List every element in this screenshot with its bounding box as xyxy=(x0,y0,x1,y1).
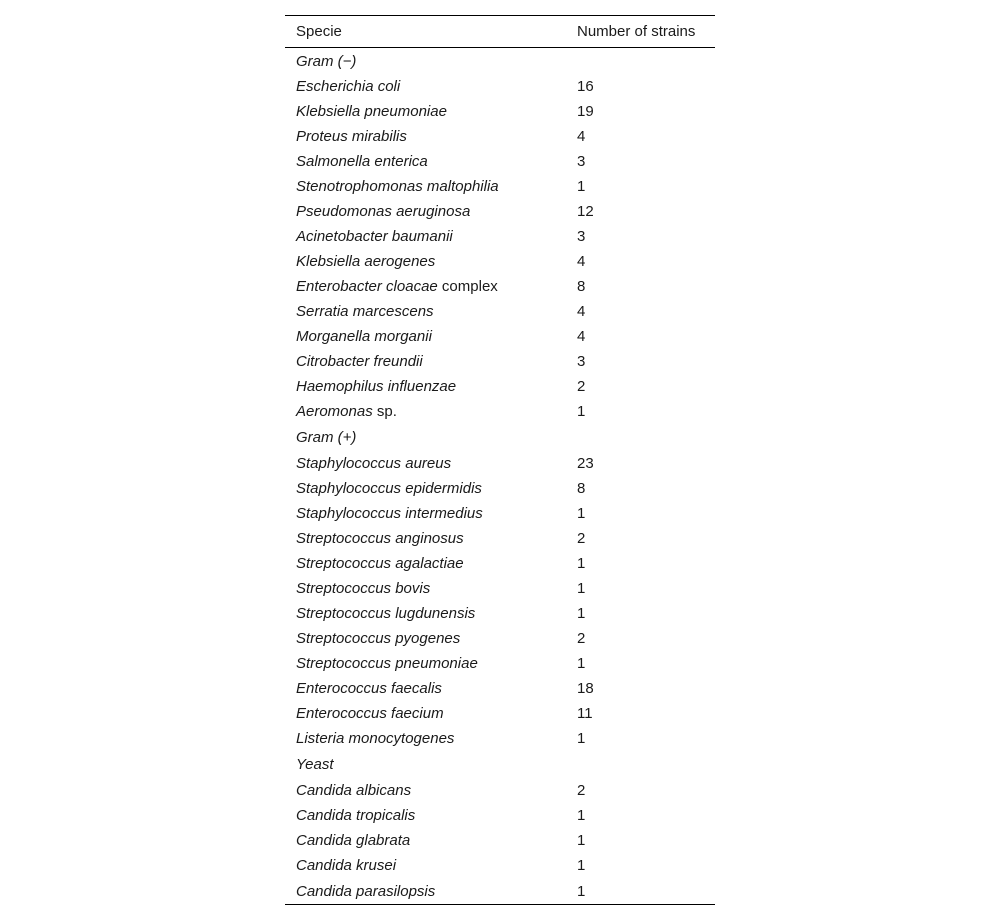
strain-count: 12 xyxy=(577,199,715,224)
table-row xyxy=(285,74,715,99)
table-row xyxy=(285,501,715,526)
table-header-row xyxy=(285,16,715,48)
species-name: Streptococcus anginosus xyxy=(296,530,464,547)
table-row xyxy=(285,778,715,803)
strains-table xyxy=(285,15,715,909)
species-cell xyxy=(285,74,577,99)
strain-count: 1 xyxy=(577,878,715,905)
species-cell xyxy=(285,349,577,374)
strain-count: 4 xyxy=(577,124,715,149)
species-cell xyxy=(285,701,577,726)
species-name: Escherichia coli xyxy=(296,78,400,95)
table-row xyxy=(285,374,715,399)
species-cell xyxy=(285,199,577,224)
species-name: Staphylococcus intermedius xyxy=(296,505,483,522)
species-name: Serratia marcescens xyxy=(296,303,434,320)
strain-count: 1 xyxy=(577,828,715,853)
species-cell xyxy=(285,626,577,651)
species-name: Enterobacter cloacae xyxy=(296,278,438,295)
group-label: Gram (+) xyxy=(285,424,577,451)
strain-count: 2 xyxy=(577,778,715,803)
table-row xyxy=(285,349,715,374)
strain-count: 23 xyxy=(577,451,715,476)
species-name: Streptococcus pyogenes xyxy=(296,630,460,647)
strain-count: 1 xyxy=(577,576,715,601)
table-row xyxy=(285,676,715,701)
header-specie: Specie xyxy=(285,16,577,48)
table-row xyxy=(285,451,715,476)
strain-count: 1 xyxy=(577,174,715,199)
strain-count: 19 xyxy=(577,99,715,124)
species-cell xyxy=(285,149,577,174)
strain-count: 1 xyxy=(577,551,715,576)
species-name: Acinetobacter baumanii xyxy=(296,228,453,245)
species-cell xyxy=(285,501,577,526)
species-name: Staphylococcus aureus xyxy=(296,455,451,472)
species-name: Staphylococcus epidermidis xyxy=(296,480,482,497)
strain-count: 18 xyxy=(577,676,715,701)
strain-count: 1 xyxy=(577,853,715,878)
strain-count: 1 xyxy=(577,399,715,424)
species-cell xyxy=(285,399,577,424)
species-name: Klebsiella aerogenes xyxy=(296,253,435,270)
species-cell xyxy=(285,576,577,601)
species-name: Enterococcus faecalis xyxy=(296,680,442,697)
group-row xyxy=(285,48,715,75)
species-name: Pseudomonas aeruginosa xyxy=(296,203,470,220)
strain-count: 8 xyxy=(577,274,715,299)
group-empty-cell xyxy=(577,424,715,451)
species-name: Candida krusei xyxy=(296,857,396,874)
species-name: Streptococcus agalactiae xyxy=(296,555,464,572)
species-name: Haemophilus influenzae xyxy=(296,378,456,395)
table-row xyxy=(285,878,715,905)
table-bottom-rule xyxy=(285,905,715,909)
strain-count: 1 xyxy=(577,601,715,626)
table-row xyxy=(285,701,715,726)
group-empty-cell xyxy=(577,751,715,778)
strain-count: 2 xyxy=(577,526,715,551)
table-body xyxy=(285,48,715,905)
species-name: Enterococcus faecium xyxy=(296,705,444,722)
species-name: Proteus mirabilis xyxy=(296,128,407,145)
strain-count: 1 xyxy=(577,726,715,751)
table-row xyxy=(285,174,715,199)
header-number-of-strains: Number of strains xyxy=(577,16,715,48)
species-cell xyxy=(285,828,577,853)
species-name: Morganella morganii xyxy=(296,328,432,345)
table-row xyxy=(285,299,715,324)
species-name: Candida parasilopsis xyxy=(296,883,435,900)
species-name: Listeria monocytogenes xyxy=(296,730,454,747)
table-row xyxy=(285,476,715,501)
table-row xyxy=(285,828,715,853)
strains-table-container xyxy=(285,15,715,909)
species-name: Streptococcus pneumoniae xyxy=(296,655,478,672)
species-cell xyxy=(285,274,577,299)
species-name: Citrobacter freundii xyxy=(296,353,423,370)
species-cell xyxy=(285,224,577,249)
table-row xyxy=(285,224,715,249)
species-name: Candida glabrata xyxy=(296,832,410,849)
species-cell xyxy=(285,853,577,878)
species-cell xyxy=(285,124,577,149)
table-row xyxy=(285,199,715,224)
species-cell xyxy=(285,551,577,576)
table-row xyxy=(285,576,715,601)
table-row xyxy=(285,526,715,551)
species-name: Klebsiella pneumoniae xyxy=(296,103,447,120)
species-cell xyxy=(285,451,577,476)
table-row xyxy=(285,601,715,626)
strain-count: 8 xyxy=(577,476,715,501)
strain-count: 11 xyxy=(577,701,715,726)
species-suffix: complex xyxy=(438,278,498,295)
strain-count: 3 xyxy=(577,224,715,249)
group-label: Yeast xyxy=(285,751,577,778)
table-row xyxy=(285,274,715,299)
table-row xyxy=(285,803,715,828)
species-name: Candida tropicalis xyxy=(296,807,415,824)
table-row xyxy=(285,149,715,174)
group-label: Gram (−) xyxy=(285,48,577,75)
species-cell xyxy=(285,476,577,501)
strain-count: 4 xyxy=(577,324,715,349)
strain-count: 3 xyxy=(577,349,715,374)
table-row xyxy=(285,99,715,124)
species-cell xyxy=(285,601,577,626)
strain-count: 1 xyxy=(577,651,715,676)
table-row xyxy=(285,626,715,651)
table-row xyxy=(285,399,715,424)
species-cell xyxy=(285,249,577,274)
strain-count: 3 xyxy=(577,149,715,174)
table-row xyxy=(285,249,715,274)
strain-count: 4 xyxy=(577,299,715,324)
strain-count: 4 xyxy=(577,249,715,274)
species-cell xyxy=(285,803,577,828)
species-suffix: sp. xyxy=(373,403,397,420)
strain-count: 1 xyxy=(577,501,715,526)
strain-count: 16 xyxy=(577,74,715,99)
species-cell xyxy=(285,726,577,751)
species-cell xyxy=(285,324,577,349)
table-row xyxy=(285,651,715,676)
group-empty-cell xyxy=(577,48,715,75)
table-row xyxy=(285,124,715,149)
strain-count: 2 xyxy=(577,626,715,651)
species-name: Streptococcus bovis xyxy=(296,580,430,597)
species-cell xyxy=(285,299,577,324)
species-cell xyxy=(285,99,577,124)
species-cell xyxy=(285,778,577,803)
group-row xyxy=(285,751,715,778)
species-cell xyxy=(285,676,577,701)
species-cell xyxy=(285,878,577,905)
table-row xyxy=(285,551,715,576)
species-name: Streptococcus lugdunensis xyxy=(296,605,475,622)
table-row xyxy=(285,324,715,349)
species-name: Stenotrophomonas maltophilia xyxy=(296,178,499,195)
species-cell xyxy=(285,374,577,399)
group-row xyxy=(285,424,715,451)
species-name: Salmonella enterica xyxy=(296,153,428,170)
species-cell xyxy=(285,526,577,551)
table-row xyxy=(285,726,715,751)
species-name: Aeromonas xyxy=(296,403,373,420)
strain-count: 1 xyxy=(577,803,715,828)
species-cell xyxy=(285,174,577,199)
strain-count: 2 xyxy=(577,374,715,399)
species-name: Candida albicans xyxy=(296,782,411,799)
species-cell xyxy=(285,651,577,676)
table-row xyxy=(285,853,715,878)
